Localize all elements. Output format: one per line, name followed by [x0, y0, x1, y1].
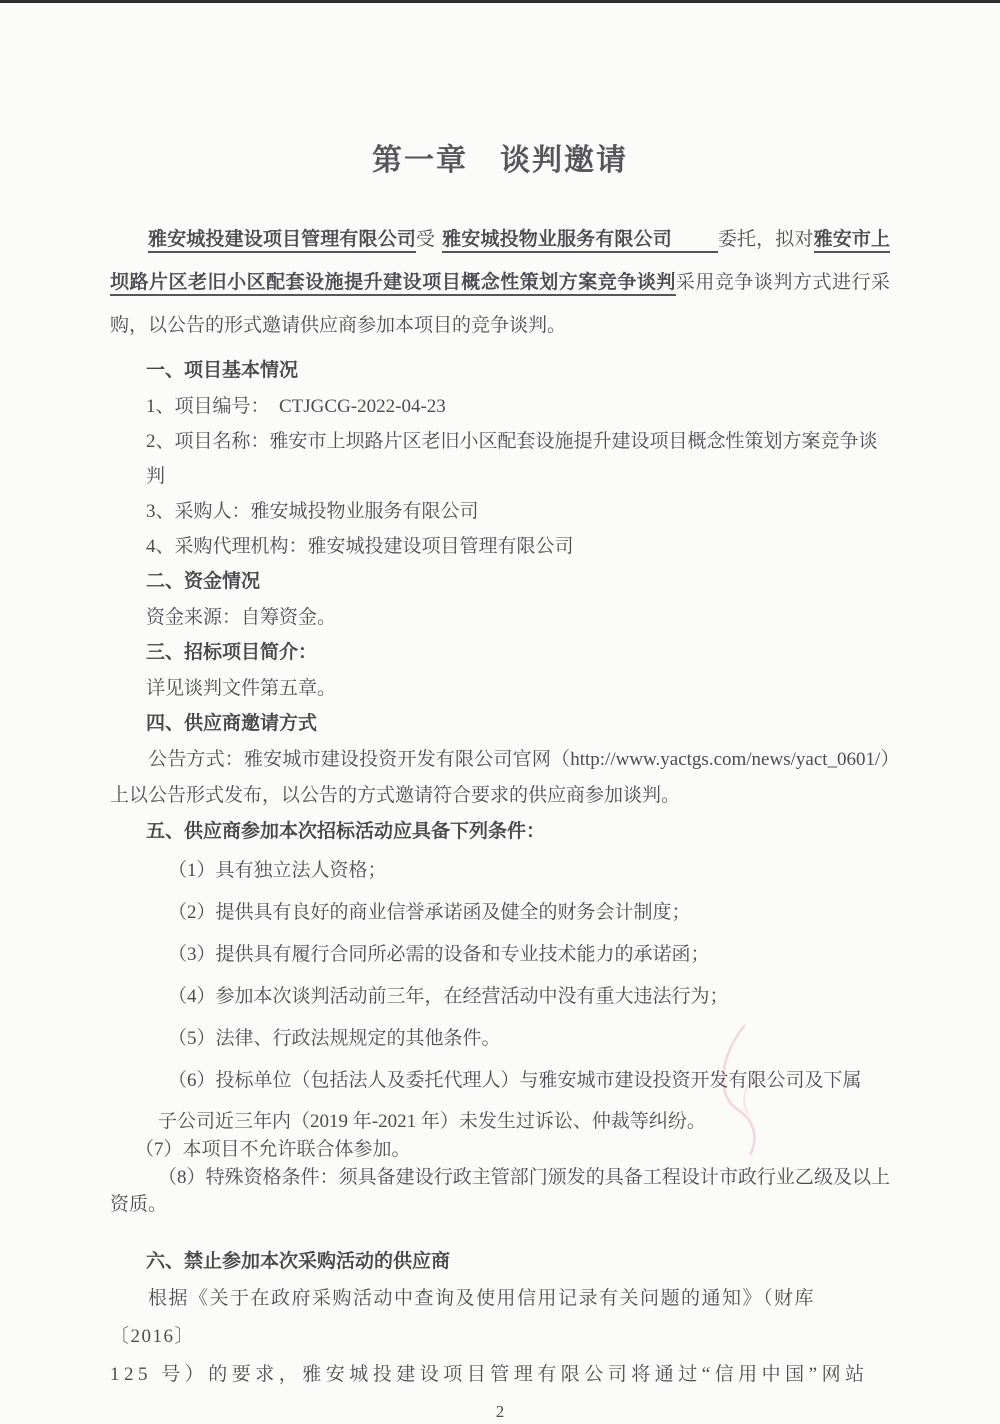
condition-item-8: （8）特殊资格条件：须具备建设行政主管部门颁发的具备工程设计市政行业乙级及以上资质。 — [110, 1167, 890, 1215]
condition-item-1: （1）具有独立法人资格； — [168, 860, 387, 881]
condition-item-3: （3）提供具有履行合同所必需的设备和专业技术能力的承诺函； — [168, 944, 710, 965]
condition-item-4: （4）参加本次谈判活动前三年，在经营活动中没有重大违法行为； — [168, 986, 729, 1007]
intro-paragraph — [110, 218, 890, 347]
section-heading-basic-info: 一、项目基本情况 — [146, 360, 299, 381]
intro-mid-text: 委托，拟对 — [717, 229, 814, 250]
section-heading-brief: 三、招标项目简介： — [146, 642, 318, 663]
basic-item-purchaser: 3、采购人：雅安城投物业服务有限公司 — [146, 501, 479, 522]
document-page — [110, 0, 890, 1424]
page-number: 2 — [495, 1402, 505, 1421]
conditions-tight-block — [110, 1108, 890, 1218]
funding-source-text: 资金来源：自筹资金。 — [146, 607, 337, 628]
brief-text: 详见谈判文件第五章。 — [146, 678, 337, 699]
prohibited-paragraph-line1: 根据《关于在政府采购活动中查询及使用信用记录有关问题的通知》（财库〔2016〕 — [110, 1288, 816, 1347]
basic-item-project-name: 2、项目名称：雅安市上坝路片区老旧小区配套设施提升建设项目概念性策划方案竞争谈判 — [146, 431, 878, 487]
basic-info-list — [110, 389, 890, 564]
basic-item-project-number: 1、项目编号： CTJGCG-2022-04-23 — [146, 396, 446, 417]
section-heading-conditions: 五、供应商参加本次招标活动应具备下列条件： — [146, 821, 546, 842]
intro-agency-name: 雅安城投建设项目管理有限公司 — [148, 229, 416, 253]
prohibited-paragraph-line2: 125 号）的要求，雅安城投建设项目管理有限公司将通过“信用中国”网站 — [110, 1364, 869, 1385]
conditions-list — [110, 850, 890, 1218]
intro-tail-text: 采用竞争谈判方式进行采购，以公告的形式邀请供应商参加本项目的竞争谈判。 — [110, 272, 890, 336]
condition-item-6-line2: 子公司近三年内（2019 年-2021 年）未发生过诉讼、仲裁等纠纷。 — [158, 1111, 706, 1132]
condition-item-5: （5）法律、行政法规规定的其他条件。 — [168, 1028, 501, 1049]
page-title: 第一章 谈判邀请 — [372, 144, 628, 177]
section-heading-prohibited: 六、禁止参加本次采购活动的供应商 — [146, 1251, 451, 1272]
section-heading-invitation-method: 四、供应商邀请方式 — [146, 713, 318, 734]
invitation-method-paragraph: 公告方式：雅安城市建设投资开发有限公司官网（http://www.yactgs.com/news/yact_0601/）上以公告形式发布，以公告的方式邀请符合要求的供应商参加谈判。 — [110, 749, 890, 806]
section-heading-funding: 二、资金情况 — [146, 571, 261, 592]
basic-item-agency: 4、采购代理机构：雅安城投建设项目管理有限公司 — [146, 536, 574, 557]
intro-project-name: 雅安市上坝路片区老旧小区配套设施提升建设项目概念性策划方案竞争谈判 — [110, 229, 890, 296]
condition-item-6-line1: （6）投标单位（包括法人及委托代理人）与雅安城市建设投资开发有限公司及下属 — [168, 1070, 862, 1091]
condition-item-2: （2）提供具有良好的商业信誉承诺函及健全的财务会计制度； — [168, 902, 691, 923]
intro-entrust-word: 受 — [415, 229, 436, 250]
condition-item-7: （7）本项目不允许联合体参加。 — [135, 1139, 411, 1160]
intro-client-name: 雅安城投物业服务有限公司 — [442, 229, 718, 253]
